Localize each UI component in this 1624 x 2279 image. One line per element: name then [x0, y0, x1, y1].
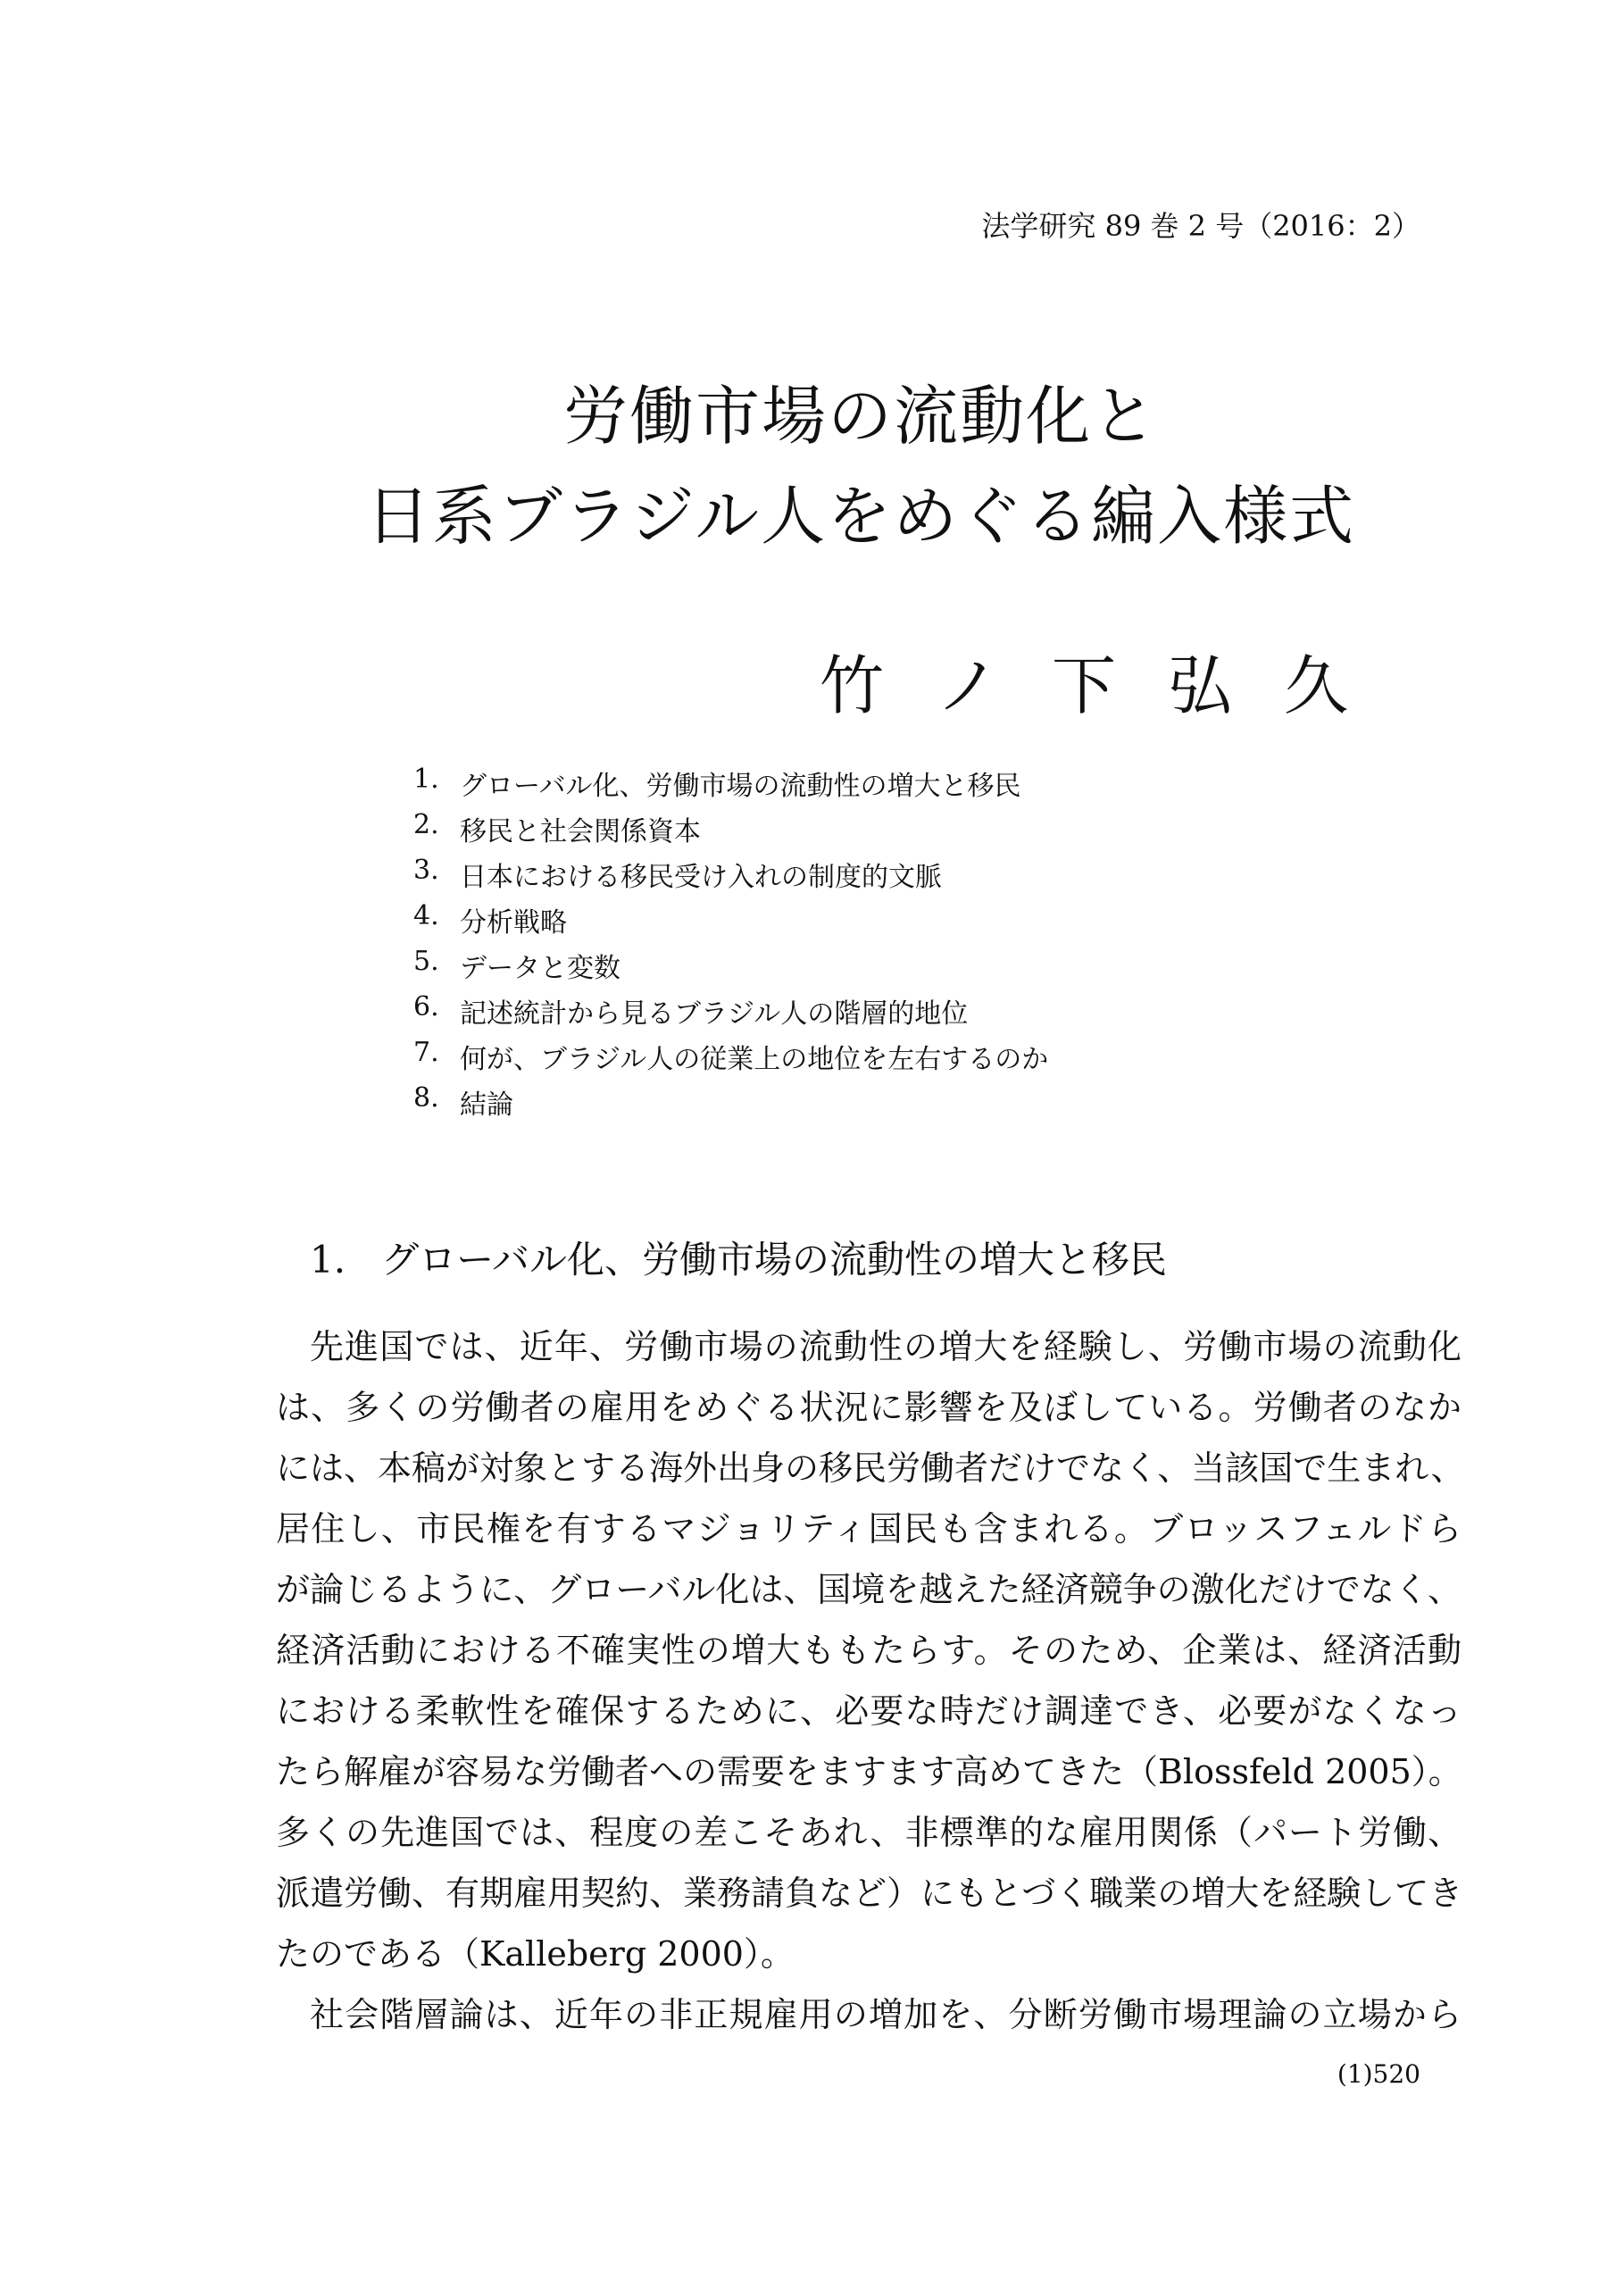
author-char: ノ: [936, 648, 1001, 723]
body-line: 多くの先進国では、程度の差こそあれ、非標準的な雇用関係（パート労働、: [276, 1813, 1462, 1852]
article-title-line-1: 労働市場の流動化と: [562, 379, 1158, 454]
body-line: が論じるように、グローバル化は、国境を越えた経済競争の激化だけでなく、: [276, 1570, 1462, 1609]
body-line: 社会階層論は、近年の非正規雇用の増加を、分断労働市場理論の立場から: [310, 1995, 1462, 2034]
toc-item: [413, 764, 1048, 809]
toc-item: [413, 1082, 1048, 1128]
toc-label: 何が、ブラジル人の従業上の地位を左右するのか: [460, 1044, 1049, 1075]
article-title-line-2: 日系ブラジル人をめぐる編入様式: [365, 479, 1356, 554]
body-line: 派遣労働、有期雇用契約、業務請負など）にもとづく職業の増大を経験してき: [276, 1874, 1463, 1913]
body-line: には、本稿が対象とする海外出身の移民労働者だけでなく、当該国で生まれ、: [276, 1448, 1465, 1488]
body-line: 先進国では、近年、労働市場の流動性の増大を経験し、労働市場の流動化: [310, 1327, 1462, 1366]
toc-number: 8.: [413, 1082, 439, 1114]
body-line: における柔軟性を確保するために、必要な時だけ調達でき、必要がなくなっ: [276, 1691, 1462, 1731]
section-number: 1.: [310, 1238, 346, 1281]
author-char: 弘: [1168, 648, 1233, 723]
toc-item: [413, 1037, 1048, 1082]
toc-number: 2.: [413, 809, 439, 840]
toc-item: [413, 900, 1048, 946]
page-number: (1)520: [1337, 2059, 1420, 2089]
author-name: [820, 634, 1348, 727]
toc-item: [413, 809, 1048, 855]
toc-number: 3.: [413, 855, 439, 886]
body-line: 経済活動における不確実性の増大ももたらす。そのため、企業は、経済活動: [276, 1631, 1462, 1670]
toc-number: 4.: [413, 900, 439, 931]
author-char: 下: [1052, 648, 1117, 723]
table-of-contents: [413, 764, 1048, 1128]
toc-number: 7.: [413, 1037, 439, 1068]
author-char: 竹: [820, 648, 885, 723]
toc-item: [413, 855, 1048, 900]
body-line: たのである（Kalleberg 2000）。: [276, 1934, 795, 1974]
toc-number: 6.: [413, 991, 439, 1023]
toc-label: 日本における移民受け入れの制度的文脈: [460, 862, 942, 893]
toc-label: グローバル化、労働市場の流動性の増大と移民: [460, 771, 1021, 802]
body-text: [276, 1323, 1465, 2052]
toc-label: 記述統計から見るブラジル人の階層的地位: [460, 998, 969, 1030]
section-title: グローバル化、労働市場の流動性の増大と移民: [381, 1238, 1167, 1281]
toc-label: 移民と社会関係資本: [460, 816, 701, 847]
body-line: たら解雇が容易な労働者への需要をますます高めてきた（Blossfeld 2005）。: [276, 1752, 1462, 1791]
section-heading: [310, 1231, 1167, 1284]
toc-number: 1.: [413, 764, 439, 795]
toc-label: 結論: [460, 1089, 513, 1121]
toc-label: データと変数: [460, 953, 620, 984]
toc-item: [413, 946, 1048, 991]
journal-info: 法学研究 89 巻 2 号（2016：2）: [981, 209, 1420, 243]
toc-item: [413, 991, 1048, 1037]
toc-number: 5.: [413, 946, 439, 977]
toc-label: 分析戦略: [460, 907, 567, 939]
author-char: 久: [1284, 648, 1349, 723]
body-line: 居住し、市民権を有するマジョリティ国民も含まれる。ブロッスフェルドら: [276, 1509, 1462, 1549]
body-line: は、多くの労働者の雇用をめぐる状況に影響を及ぼしている。労働者のなか: [276, 1388, 1462, 1427]
